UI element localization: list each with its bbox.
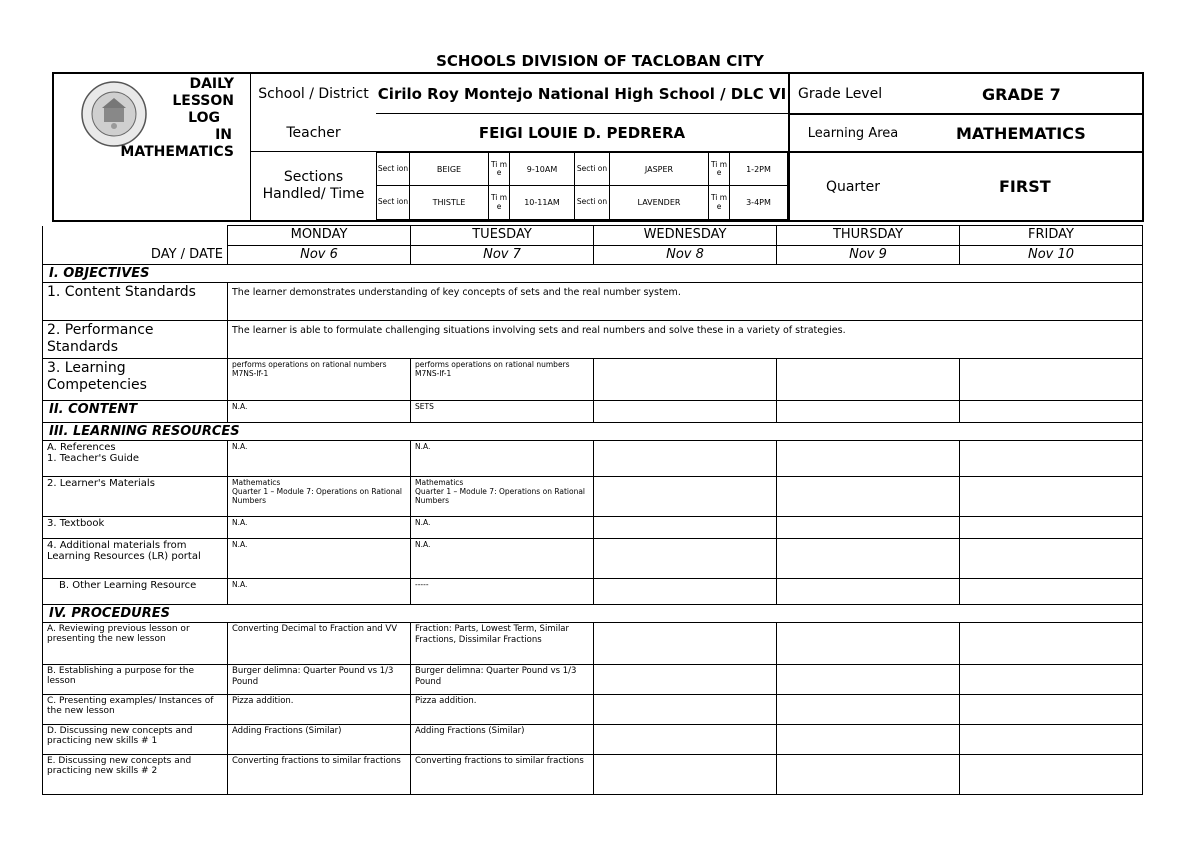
procedure-cell	[960, 623, 1143, 665]
competencies-row	[43, 359, 1143, 401]
section-name: THISTLE	[409, 185, 489, 220]
procedure-row	[43, 725, 1143, 755]
performance-standards-label: 2. Performance Standards	[43, 321, 228, 359]
content-standards-text: The learner demonstrates understanding of key concepts of sets and the real number system.	[228, 283, 1143, 321]
date-cell: Nov 8	[594, 246, 777, 265]
procedure-cell	[960, 725, 1143, 755]
grade-value: GRADE 7	[982, 84, 1061, 104]
teacher-label: Teacher	[286, 125, 341, 141]
resource-label: 2. Learner's Materials	[43, 477, 228, 517]
procedure-cell: Converting Decimal to Fraction and VV	[228, 623, 411, 665]
procedure-cell	[960, 695, 1143, 725]
resource-row	[43, 441, 1143, 477]
date-cell: Nov 10	[960, 246, 1143, 265]
resource-row	[43, 539, 1143, 579]
resource-cell	[960, 517, 1143, 539]
procedure-cell	[594, 665, 777, 695]
content-cell: N.A.	[228, 401, 411, 423]
procedure-cell: Pizza addition.	[411, 695, 594, 725]
procedure-cell	[777, 725, 960, 755]
resource-cell	[777, 441, 960, 477]
section-time: 10-11AM	[509, 185, 575, 220]
content-heading: II. CONTENT	[43, 401, 228, 423]
procedure-cell	[777, 623, 960, 665]
resource-cell: N.A.	[228, 579, 411, 605]
objectives-heading-row	[43, 265, 1143, 283]
competency-cell: performs operations on rational numbers M7NS-If-1	[228, 359, 411, 401]
procedure-cell: Fraction: Parts, Lowest Term, Similar Fractions, Dissimilar Fractions	[411, 623, 594, 665]
day-tuesday: TUESDAY	[411, 226, 594, 246]
resources-heading: III. LEARNING RESOURCES	[43, 423, 1143, 441]
procedure-cell: Burger delimna: Quarter Pound vs 1/3 Pound	[228, 665, 411, 695]
procedure-cell: Converting fractions to similar fractions	[411, 755, 594, 795]
content-cell	[777, 401, 960, 423]
section-name: LAVENDER	[609, 185, 709, 220]
procedure-label: D. Discussing new concepts and practicing new skills # 1	[43, 725, 228, 755]
time-label-cell: Ti m e	[488, 185, 510, 220]
date-cell: Nov 7	[411, 246, 594, 265]
section-time: 3-4PM	[729, 185, 788, 220]
procedures-heading-row	[43, 605, 1143, 623]
resource-cell	[594, 579, 777, 605]
day-date-label: DAY / DATE	[43, 246, 228, 265]
procedure-row	[43, 755, 1143, 795]
section-time: 9-10AM	[509, 152, 575, 186]
resource-cell: N.A.	[411, 539, 594, 579]
teacher-value: FEIGI LOUIE D. PEDRERA	[478, 124, 686, 142]
quarter-label: Quarter	[825, 178, 881, 195]
resource-cell: N.A.	[228, 517, 411, 539]
day-header-row	[43, 226, 1143, 246]
content-cell: SETS	[411, 401, 594, 423]
procedure-cell	[777, 695, 960, 725]
procedure-cell	[594, 755, 777, 795]
resource-label: B. Other Learning Resource	[43, 579, 228, 605]
resource-row	[43, 517, 1143, 539]
content-cell	[594, 401, 777, 423]
procedure-cell: Burger delimna: Quarter Pound vs 1/3 Pound	[411, 665, 594, 695]
section-label-cell: Sect ion	[376, 185, 410, 220]
resource-label: 4. Additional materials from Learning Resources (LR) portal	[43, 539, 228, 579]
day-thursday: THURSDAY	[777, 226, 960, 246]
school-label: School / District	[258, 86, 369, 102]
competency-cell: performs operations on rational numbers M7NS-If-1	[411, 359, 594, 401]
header-box	[52, 72, 1144, 222]
content-row	[43, 401, 1143, 423]
procedure-cell	[594, 623, 777, 665]
procedure-label: E. Discussing new concepts and practicing new skills # 2	[43, 755, 228, 795]
performance-standards-row	[43, 321, 1143, 359]
resource-row	[43, 579, 1143, 605]
procedure-cell: Converting fractions to similar fractions	[228, 755, 411, 795]
procedure-label: C. Presenting examples/ Instances of the new lesson	[43, 695, 228, 725]
procedure-cell: Adding Fractions (Similar)	[411, 725, 594, 755]
competencies-label: 3. Learning Competencies	[43, 359, 228, 401]
doc-title: DAILY LESSON LOG IN MATHEMATICS	[120, 76, 234, 160]
content-standards-row	[43, 283, 1143, 321]
resource-cell: N.A.	[411, 517, 594, 539]
resource-cell	[960, 477, 1143, 517]
competency-cell	[960, 359, 1143, 401]
sections-grid	[376, 152, 788, 220]
quarter-value: FIRST	[999, 177, 1051, 196]
content-standards-label: 1. Content Standards	[43, 283, 228, 321]
procedure-cell: Adding Fractions (Similar)	[228, 725, 411, 755]
resource-cell	[777, 579, 960, 605]
date-cell: Nov 9	[777, 246, 960, 265]
day-monday: MONDAY	[228, 226, 411, 246]
resource-cell	[960, 539, 1143, 579]
competency-cell	[777, 359, 960, 401]
resource-cell: Mathematics Quarter 1 – Module 7: Operations on Rational Numbers	[411, 477, 594, 517]
resource-cell	[960, 579, 1143, 605]
resource-cell: -----	[411, 579, 594, 605]
area-label: Learning Area	[807, 126, 899, 141]
lesson-log-table	[42, 225, 1143, 795]
day-friday: FRIDAY	[960, 226, 1143, 246]
day-wednesday: WEDNESDAY	[594, 226, 777, 246]
resource-cell: N.A.	[228, 539, 411, 579]
competency-cell	[594, 359, 777, 401]
procedure-cell	[594, 695, 777, 725]
content-cell	[960, 401, 1143, 423]
section-label-cell: Secti on	[574, 152, 610, 186]
procedure-cell	[960, 755, 1143, 795]
resource-label: 3. Textbook	[43, 517, 228, 539]
resources-heading-row	[43, 423, 1143, 441]
resource-cell	[594, 517, 777, 539]
date-cell: Nov 6	[228, 246, 411, 265]
procedure-label: A. Reviewing previous lesson or presenting the new lesson	[43, 623, 228, 665]
sections-label: Sections Handled/ Time	[262, 169, 365, 202]
procedure-cell	[777, 665, 960, 695]
section-name: JASPER	[609, 152, 709, 186]
section-time: 1-2PM	[729, 152, 788, 186]
resource-cell	[594, 477, 777, 517]
resource-cell	[960, 441, 1143, 477]
procedure-cell	[594, 725, 777, 755]
objectives-heading: I. OBJECTIVES	[43, 265, 1143, 283]
performance-standards-text: The learner is able to formulate challenging situations involving sets and real numbers and solve these in a variety of strategies.	[228, 321, 1143, 359]
procedure-row	[43, 623, 1143, 665]
procedure-cell	[777, 755, 960, 795]
area-value: MATHEMATICS	[956, 124, 1086, 143]
procedure-row	[43, 665, 1143, 695]
procedure-cell: Pizza addition.	[228, 695, 411, 725]
procedure-label: B. Establishing a purpose for the lesson	[43, 665, 228, 695]
time-label-cell: Ti m e	[708, 152, 730, 186]
resource-cell: N.A.	[228, 441, 411, 477]
time-label-cell: Ti m e	[708, 185, 730, 220]
resource-cell: Mathematics Quarter 1 – Module 7: Operations on Rational Numbers	[228, 477, 411, 517]
section-label-cell: Sect ion	[376, 152, 410, 186]
resource-label: A. References 1. Teacher's Guide	[43, 441, 228, 477]
resource-cell	[777, 539, 960, 579]
school-value: Cirilo Roy Montejo National High School / DLC VI	[377, 84, 787, 103]
section-label-cell: Secti on	[574, 185, 610, 220]
date-row	[43, 246, 1143, 265]
procedure-cell	[960, 665, 1143, 695]
resource-row	[43, 477, 1143, 517]
resource-cell: N.A.	[411, 441, 594, 477]
time-label-cell: Ti m e	[488, 152, 510, 186]
division-title: SCHOOLS DIVISION OF TACLOBAN CITY	[436, 52, 764, 70]
resource-cell	[777, 477, 960, 517]
procedure-row	[43, 695, 1143, 725]
resource-cell	[777, 517, 960, 539]
grade-label: Grade Level	[798, 86, 883, 102]
section-name: BEIGE	[409, 152, 489, 186]
resource-cell	[594, 539, 777, 579]
procedures-heading: IV. PROCEDURES	[43, 605, 1143, 623]
resource-cell	[594, 441, 777, 477]
